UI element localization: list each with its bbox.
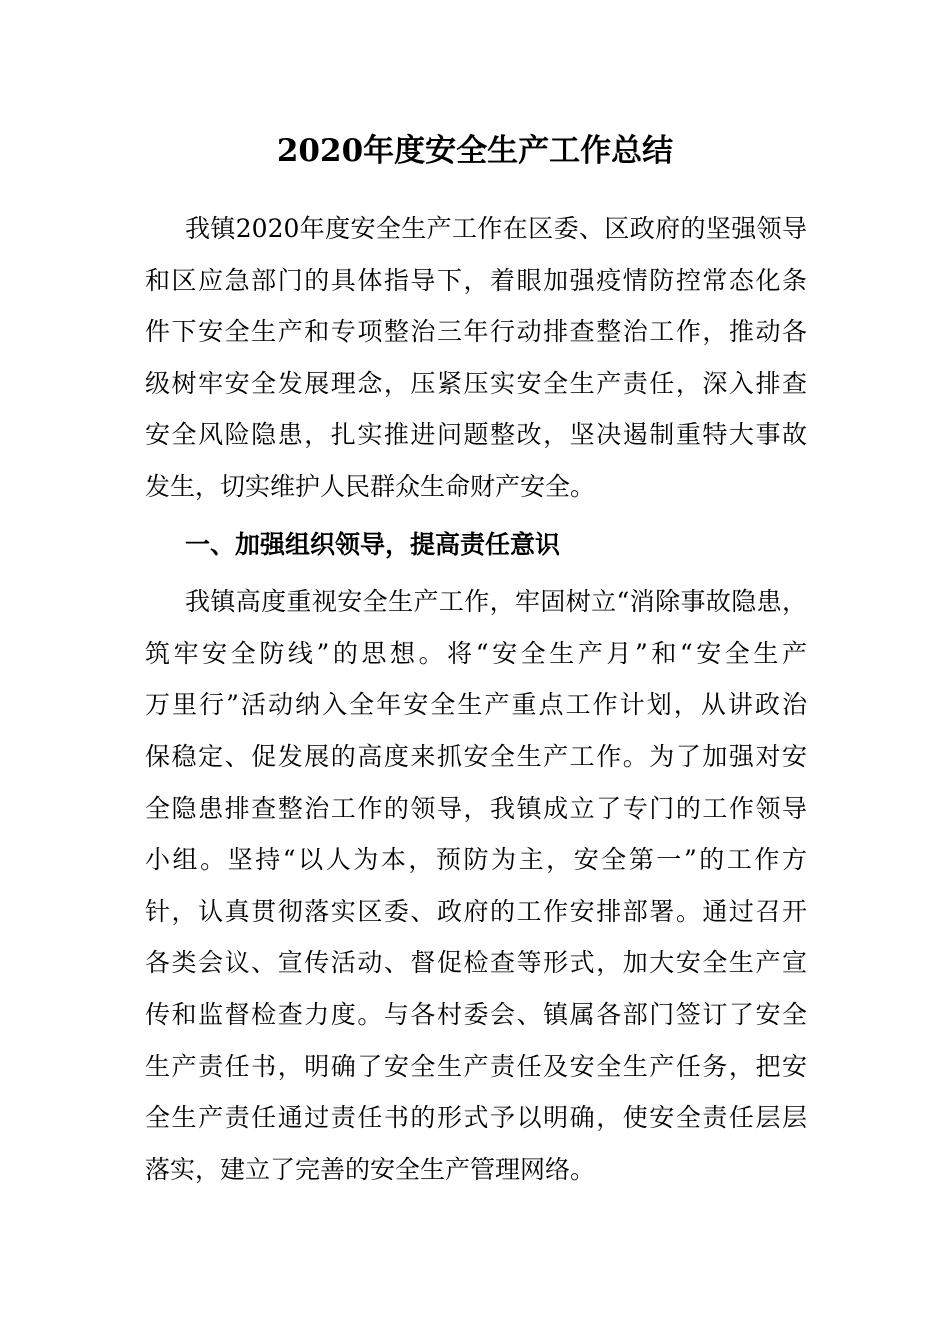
paragraph-line: 生产责任书，明确了安全生产责任及安全生产任务，把安 xyxy=(145,1051,807,1081)
document-body xyxy=(145,203,807,1195)
section-heading: 一、加强组织领导，提高责任意识 xyxy=(185,529,561,559)
document-title: 2020年度安全生产工作总结 xyxy=(276,133,674,169)
paragraph-line: 全生产责任通过责任书的形式予以明确，使安全责任层层 xyxy=(145,1103,807,1133)
paragraph-intro xyxy=(145,203,807,513)
paragraph-line: 安全风险隐患，扎实推进问题整改，坚决遏制重特大事故 xyxy=(145,420,807,450)
paragraph-line: 传和监督检查力度。与各村委会、镇属各部门签订了安全 xyxy=(145,999,807,1029)
paragraph-line: 万里行”活动纳入全年安全生产重点工作计划，从讲政治 xyxy=(145,690,807,720)
paragraph-line: 保稳定、促发展的高度来抓安全生产工作。为了加强对安 xyxy=(145,741,807,771)
paragraph-line: 件下安全生产和专项整治三年行动排查整治工作，推动各 xyxy=(145,317,807,347)
paragraph-line: 落实，建立了完善的安全生产管理网络。 xyxy=(145,1154,596,1184)
paragraph-line: 我镇2020年度安全生产工作在区委、区政府的坚强领导 xyxy=(185,214,807,243)
paragraph-line: 各类会议、宣传活动、督促检查等形式，加大安全生产宣 xyxy=(145,948,807,978)
paragraph-line: 小组。坚持“以人为本，预防为主，安全第一”的工作方 xyxy=(145,845,807,875)
paragraph-line: 我镇高度重视安全生产工作，牢固树立“消除事故隐患， xyxy=(185,587,807,617)
paragraph-line: 和区应急部门的具体指导下，着眼加强疫情防控常态化条 xyxy=(145,265,807,295)
paragraph-line: 发生，切实维护人民群众生命财产安全。 xyxy=(145,471,596,501)
paragraph-line: 全隐患排查整治工作的领导，我镇成立了专门的工作领导 xyxy=(145,793,807,823)
paragraph-line: 针，认真贯彻落实区委、政府的工作安排部署。通过召开 xyxy=(145,896,807,926)
paragraph-line: 筑牢安全防线”的思想。将“安全生产月”和“安全生产 xyxy=(145,638,807,668)
paragraph-line: 级树牢安全发展理念，压紧压实安全生产责任，深入排查 xyxy=(145,368,807,398)
paragraph-section1 xyxy=(145,576,807,1195)
